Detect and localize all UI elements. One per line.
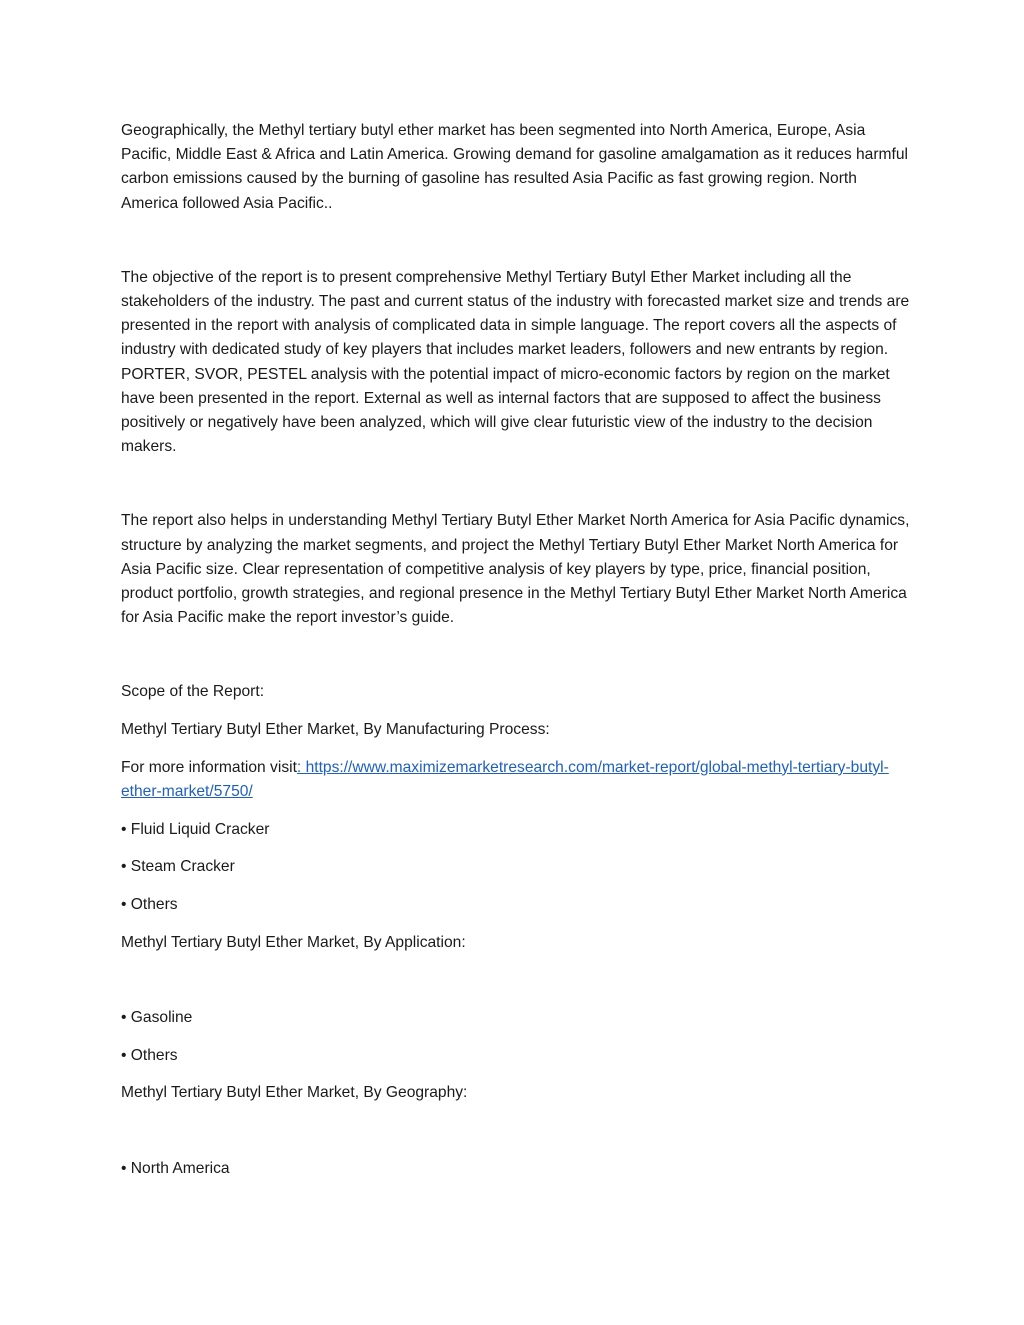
list-item-fluid-liquid-cracker: • Fluid Liquid Cracker (121, 818, 911, 842)
paragraph-report-helps: The report also helps in understanding Methyl Tertiary Butyl Ether Market North America for Asia Pacific dynamics, structure by analyzing the market segments, and project the Methyl Tertiary Butyl Ether Market North America for Asia Pacific size. Clear representation of competitive analysis of key players by type, price, financial position, product portfolio, growth strategies, and regional presence in the Methyl Tertiary Butyl Ether Market North America for Asia Pacific make the report investor’s guide. (121, 512, 910, 627)
list-item-steam-cracker: • Steam Cracker (121, 855, 911, 879)
more-info-label: For more information visit (121, 758, 297, 776)
spacer (121, 630, 911, 680)
report-link[interactable]: : https://www.maximizemarketresearch.com/market-report/global-methyl-tertiary-butyl-ether-market/5750/ (121, 758, 889, 801)
list-item-gasoline: • Gasoline (121, 1006, 911, 1030)
paragraph-geography: Geographically, the Methyl tertiary butyl ether market has been segmented into North America, Europe, Asia Pacific, Middle East & Africa and Latin America. Growing demand for gasoline amalgamation as it reduces harmful carbon emissions caused by the burning of gasoline has resulted Asia Pacific as fast growing region. North America followed Asia Pacific.. (121, 122, 909, 212)
list-item-process-others: • Others (121, 893, 911, 917)
more-info-line (121, 756, 911, 804)
paragraph-objective: The objective of the report is to present comprehensive Methyl Tertiary Butyl Ether Market including all the stakeholders of the industry. The past and current status of the industry with forecasted market size and trends are presented in the report with analysis of complicated data in simple language. The report covers all the aspects of industry with dedicated study of key players that includes market leaders, followers and new entrants by region. PORTER, SVOR, PESTEL analysis with the potential impact of micro-economic factors by region on the market have been presented in the report. External as well as internal factors that are supposed to affect the business positively or negatively have been analyzed, which will give clear futuristic view of the industry to the decision makers. (121, 268, 910, 456)
by-geography-heading: Methyl Tertiary Butyl Ether Market, By Geography: (121, 1084, 468, 1102)
by-application-heading: Methyl Tertiary Butyl Ether Market, By Application: (121, 933, 466, 951)
document-body (121, 119, 911, 1181)
spacer (121, 459, 911, 509)
list-item-application-others: • Others (121, 1044, 911, 1068)
by-process-heading: Methyl Tertiary Butyl Ether Market, By Manufacturing Process: (121, 721, 550, 739)
list-item-north-america: • North America (121, 1157, 911, 1181)
spacer (121, 216, 911, 266)
scope-heading: Scope of the Report: (121, 683, 265, 701)
